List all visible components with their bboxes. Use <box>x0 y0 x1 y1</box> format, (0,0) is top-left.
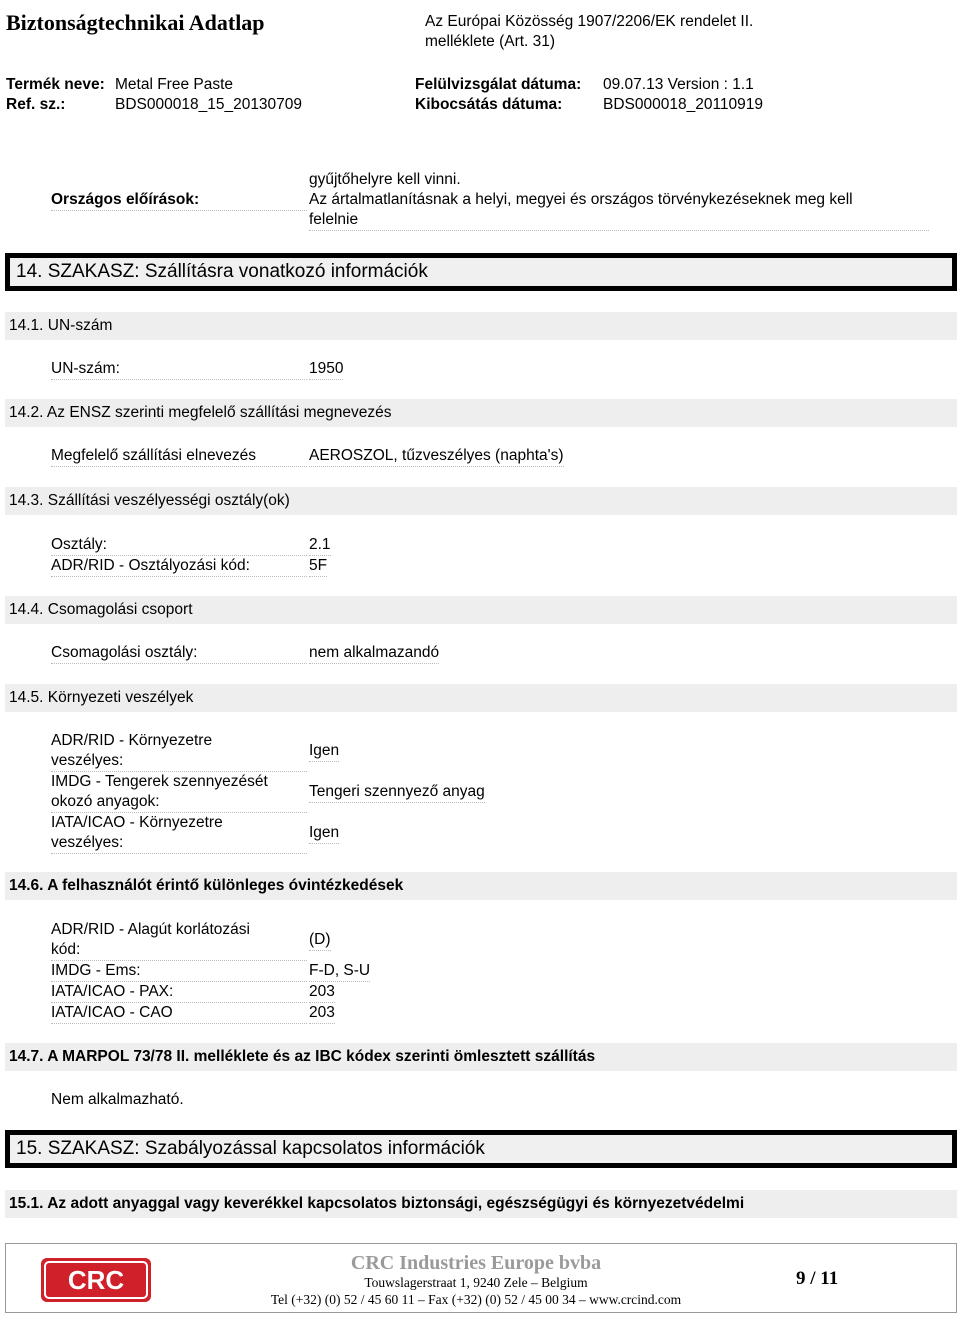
pax-label: IATA/ICAO - PAX: <box>51 982 307 1003</box>
tunnel-code-label-line1: ADR/RID - Alagút korlátozási <box>51 921 250 938</box>
tunnel-code-label-line2: kód: <box>51 941 81 958</box>
pax-value: 203 <box>309 982 335 1003</box>
marpol-text: Nem alkalmazható. <box>51 1091 184 1108</box>
document-title: Biztonságtechnikai Adatlap <box>6 10 265 35</box>
ref-number-label: Ref. sz.: <box>6 96 66 113</box>
env-hazard-label-imdg <box>51 772 307 813</box>
national-line-1: gyűjtőhelyre kell vinni. <box>309 171 461 188</box>
env-hazard-label-adr <box>51 731 307 772</box>
crc-logo-text: CRC <box>67 1265 125 1295</box>
packing-class-label: Csomagolási osztály: <box>51 643 307 664</box>
page-number: 9 / 11 <box>796 1268 839 1289</box>
subsection-14-7-title: 14.7. A MARPOL 73/78 II. melléklete és az IBC kódex szerinti ömlesztett szállítás <box>5 1043 957 1071</box>
ems-value: F-D, S-U <box>309 961 370 982</box>
un-number-value: 1950 <box>309 359 343 380</box>
regulation-reference <box>425 12 945 52</box>
cao-value: 203 <box>309 1003 335 1024</box>
revision-date-label: Felülvizsgálat dátuma: <box>415 76 582 93</box>
product-name-value: Metal Free Paste <box>115 76 234 93</box>
shipping-name-value: AEROSZOL, tűzveszélyes (naphta's) <box>309 446 564 467</box>
tunnel-code-value: (D) <box>309 930 331 951</box>
national-line-3: felelnie <box>309 211 359 228</box>
subsection-14-1-title: 14.1. UN-szám <box>5 312 957 340</box>
section-14-title: 14. SZAKASZ: Szállításra vonatkozó információk <box>5 253 957 291</box>
subsection-14-3-title: 14.3. Szállítási veszélyességi osztály(ok) <box>5 487 957 515</box>
crc-logo <box>41 1258 151 1302</box>
issue-date-label: Kibocsátás dátuma: <box>415 96 563 113</box>
subsection-14-2-title: 14.2. Az ENSZ szerinti megfelelő szállítási megnevezés <box>5 399 957 427</box>
company-address: Touwslagerstraat 1, 9240 Zele – Belgium <box>364 1275 588 1290</box>
ems-label: IMDG - Ems: <box>51 961 307 982</box>
env-hazard-label-imdg-line1: IMDG - Tengerek szennyezését <box>51 773 268 790</box>
shipping-name-label: Megfelelő szállítási elnevezés <box>51 446 307 467</box>
revision-date-value: 09.07.13 Version : 1.1 <box>603 76 754 93</box>
national-regulations-text <box>309 170 929 231</box>
cao-label: IATA/ICAO - CAO <box>51 1003 307 1024</box>
classification-code-label: ADR/RID - Osztályozási kód: <box>51 556 307 577</box>
env-hazard-label-iata-line1: IATA/ICAO - Környezetre <box>51 814 223 831</box>
national-regulations-label: Országos előírások: <box>51 190 307 211</box>
subsection-14-6-title: 14.6. A felhasználót érintő különleges óvintézkedések <box>5 872 957 900</box>
tunnel-code-label <box>51 920 307 961</box>
product-name-label: Termék neve: <box>6 76 105 93</box>
national-line-2: Az ártalmatlanításnak a helyi, megyei és országos törvénykezéseknek meg kell <box>309 191 853 208</box>
env-hazard-value-imdg: Tengeri szennyező anyag <box>309 782 485 803</box>
env-hazard-label-iata <box>51 813 307 854</box>
env-hazard-label-iata-line2: veszélyes: <box>51 834 124 851</box>
issue-date-value: BDS000018_20110919 <box>603 96 764 113</box>
company-name: CRC Industries Europe bvba <box>350 1252 602 1274</box>
classification-code-value: 5F <box>309 556 327 577</box>
env-hazard-label-adr-line1: ADR/RID - Környezetre <box>51 732 213 749</box>
env-hazard-label-imdg-line2: okozó anyagok: <box>51 793 160 810</box>
regulation-line-1: Az Európai Közösség 1907/2206/EK rendelet II. <box>425 13 754 30</box>
subsection-15-1-title: 15.1. Az adott anyaggal vagy keverékkel kapcsolatos biztonsági, egészségügyi és környezetvédelmi <box>5 1190 957 1218</box>
env-hazard-label-adr-line2: veszélyes: <box>51 752 124 769</box>
un-number-label: UN-szám: <box>51 359 307 380</box>
class-label: Osztály: <box>51 535 307 556</box>
env-hazard-value-adr: Igen <box>309 741 339 762</box>
env-hazard-value-iata: Igen <box>309 823 339 844</box>
ref-number-value: BDS000018_15_20130709 <box>115 96 303 113</box>
company-contact: Tel (+32) (0) 52 / 45 60 11 – Fax (+32) (0) 52 / 45 00 34 – www.crcind.com <box>270 1292 682 1307</box>
class-value: 2.1 <box>309 535 331 556</box>
section-15-title: 15. SZAKASZ: Szabályozással kapcsolatos információk <box>5 1130 957 1168</box>
subsection-14-5-title: 14.5. Környezeti veszélyek <box>5 684 957 712</box>
subsection-14-4-title: 14.4. Csomagolási csoport <box>5 596 957 624</box>
packing-class-value: nem alkalmazandó <box>309 643 439 664</box>
page-footer <box>5 1243 957 1313</box>
regulation-line-2: melléklete (Art. 31) <box>425 33 556 50</box>
